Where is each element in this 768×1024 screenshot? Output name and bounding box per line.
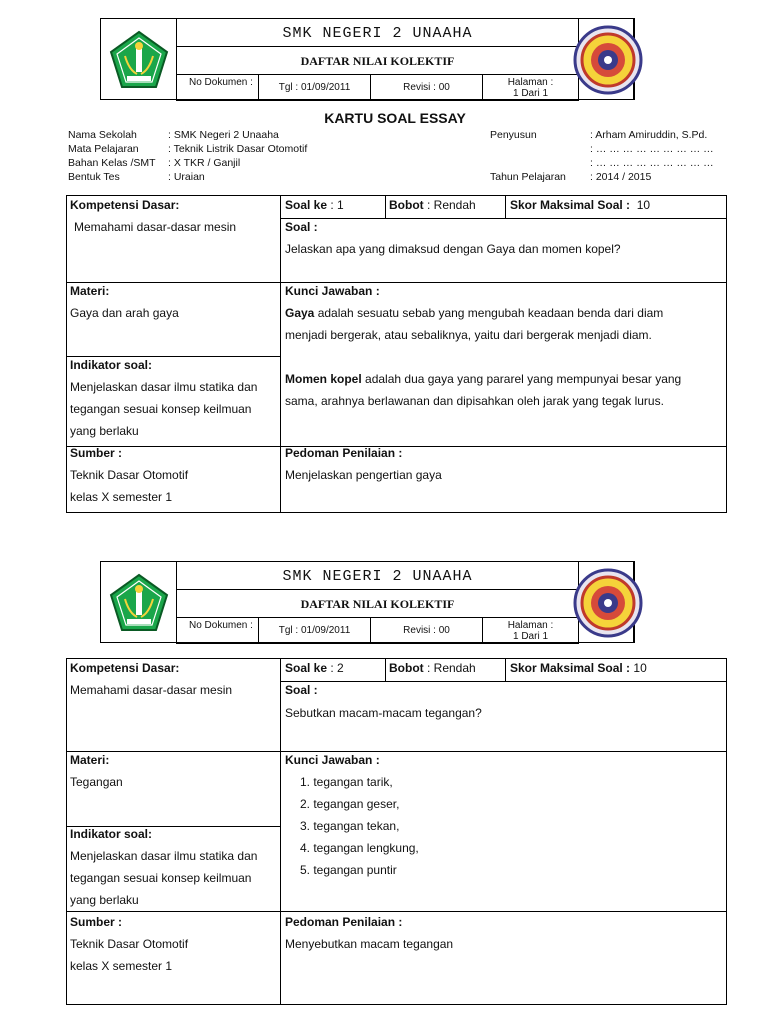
revisi: Revisi : 00	[370, 617, 483, 644]
info-row: Bahan Kelas /SMT : X TKR / Ganjil	[68, 157, 241, 169]
pedoman-label: Pedoman Penilaian :	[285, 915, 403, 929]
soal-ke: Soal ke : 1	[285, 198, 344, 212]
kompetensi-label: Kompetensi Dasar:	[70, 198, 180, 212]
sumber-line: Teknik Dasar Otomotif	[70, 468, 189, 482]
indikator-line: yang berlaku	[70, 893, 139, 907]
kunci-gaya: Gaya adalah sesuatu sebab yang mengubah keadaan benda dari diam	[285, 306, 664, 320]
info-row: Tahun Pelajaran : 2014 / 2015	[490, 171, 652, 183]
school-name: SMK NEGERI 2 UNAAHA	[176, 18, 579, 47]
skor-maksimal: Skor Maksimal Soal : 10	[510, 198, 651, 212]
halaman-label: Halaman :	[507, 77, 554, 88]
school-emblem-icon	[573, 25, 643, 95]
revisi: Revisi : 00	[370, 74, 483, 101]
info-row: : … … … … … … … … …	[590, 157, 714, 169]
question-card-2	[66, 658, 727, 1005]
sumber-line: Teknik Dasar Otomotif	[70, 937, 189, 951]
info-right	[490, 128, 760, 184]
indikator-label: Indikator soal:	[70, 827, 153, 841]
kompetensi-label: Kompetensi Dasar:	[70, 661, 180, 675]
indikator-line: Menjelaskan dasar ilmu statika dan	[70, 849, 258, 863]
kunci-momen-cont: sama, arahnya berlawanan dan dipisahkan oleh jarak yang tegak lurus.	[285, 394, 664, 408]
kompetensi-value: Memahami dasar-dasar mesin	[74, 220, 237, 234]
sumber-label: Sumber :	[70, 915, 123, 929]
tanggal: Tgl : 01/09/2011	[258, 74, 371, 101]
kunci-momen: Momen kopel adalah dua gaya yang pararel yang mempunyai besar yang	[285, 372, 682, 386]
soal-ke: Soal ke : 2	[285, 661, 344, 675]
header-box	[100, 561, 634, 643]
tanggal: Tgl : 01/09/2011	[258, 617, 371, 644]
question-card-1	[66, 195, 727, 513]
indikator-line: Menjelaskan dasar ilmu statika dan	[70, 380, 258, 394]
info-row: Nama Sekolah : SMK Negeri 2 Unaaha	[68, 129, 279, 141]
indikator-line: tegangan sesuai konsep keilmuan	[70, 871, 252, 885]
info-row: Bentuk Tes : Uraian	[68, 171, 205, 183]
halaman-label: Halaman :	[507, 620, 554, 631]
school-name: SMK NEGERI 2 UNAAHA	[176, 561, 579, 590]
halaman	[482, 617, 579, 644]
kompetensi-value: Memahami dasar-dasar mesin	[70, 683, 233, 697]
kunci-gaya-cont: menjadi bergerak, atau sebaliknya, yaitu dari bergerak menjadi diam.	[285, 328, 652, 342]
halaman	[482, 74, 579, 101]
materi-label: Materi:	[70, 753, 110, 767]
sumber-line: kelas X semester 1	[70, 959, 173, 973]
document-title: DAFTAR NILAI KOLEKTIF	[176, 589, 579, 618]
halaman-value: 1 Dari 1	[512, 88, 548, 99]
indikator-line: yang berlaku	[70, 424, 139, 438]
page-title: KARTU SOAL ESSAY	[324, 110, 466, 126]
info-row: Penyusun : Arham Amiruddin, S.Pd.	[490, 129, 708, 141]
soal-text: Sebutkan macam-macam tegangan?	[285, 706, 482, 720]
indikator-line: tegangan sesuai konsep keilmuan	[70, 402, 252, 416]
pedoman-value: Menyebutkan macam tegangan	[285, 937, 454, 951]
no-dokumen: No Dokumen :	[176, 74, 259, 101]
logo-cell-right	[578, 18, 635, 100]
kunci-label: Kunci Jawaban :	[285, 284, 380, 298]
pedoman-value: Menjelaskan pengertian gaya	[285, 468, 442, 482]
materi-label: Materi:	[70, 284, 110, 298]
info-row: Mata Pelajaran : Teknik Listrik Dasar Otomotif	[68, 143, 308, 155]
bobot: Bobot : Rendah	[389, 198, 476, 212]
logo-cell-right	[578, 561, 635, 643]
kunci-list-item: 5. tegangan puntir	[300, 863, 397, 877]
logo-cell-left	[100, 561, 177, 643]
info-row: : … … … … … … … … …	[590, 143, 714, 155]
materi-value: Gaya dan arah gaya	[70, 306, 179, 320]
no-dokumen: No Dokumen :	[176, 617, 259, 644]
skor-maksimal: Skor Maksimal Soal : 10	[510, 661, 647, 675]
halaman-value: 1 Dari 1	[512, 631, 548, 642]
school-emblem-icon	[573, 568, 643, 638]
kunci-list-item: 3. tegangan tekan,	[300, 819, 400, 833]
kunci-list-item: 2. tegangan geser,	[300, 797, 400, 811]
school-pentagon-logo-icon	[109, 573, 169, 633]
materi-value: Tegangan	[70, 775, 123, 789]
info-left	[68, 128, 468, 184]
logo-cell-left	[100, 18, 177, 100]
soal-label: Soal :	[285, 220, 318, 234]
sumber-label: Sumber :	[70, 446, 123, 460]
header-box	[100, 18, 634, 100]
soal-text: Jelaskan apa yang dimaksud dengan Gaya dan momen kopel?	[285, 242, 621, 256]
document-title: DAFTAR NILAI KOLEKTIF	[176, 46, 579, 75]
soal-label: Soal :	[285, 683, 318, 697]
kunci-list-item: 1. tegangan tarik,	[300, 775, 393, 789]
bobot: Bobot : Rendah	[389, 661, 476, 675]
sumber-line: kelas X semester 1	[70, 490, 173, 504]
pedoman-label: Pedoman Penilaian :	[285, 446, 403, 460]
indikator-label: Indikator soal:	[70, 358, 153, 372]
school-pentagon-logo-icon	[109, 30, 169, 90]
kunci-label: Kunci Jawaban :	[285, 753, 380, 767]
kunci-list-item: 4. tegangan lengkung,	[300, 841, 419, 855]
